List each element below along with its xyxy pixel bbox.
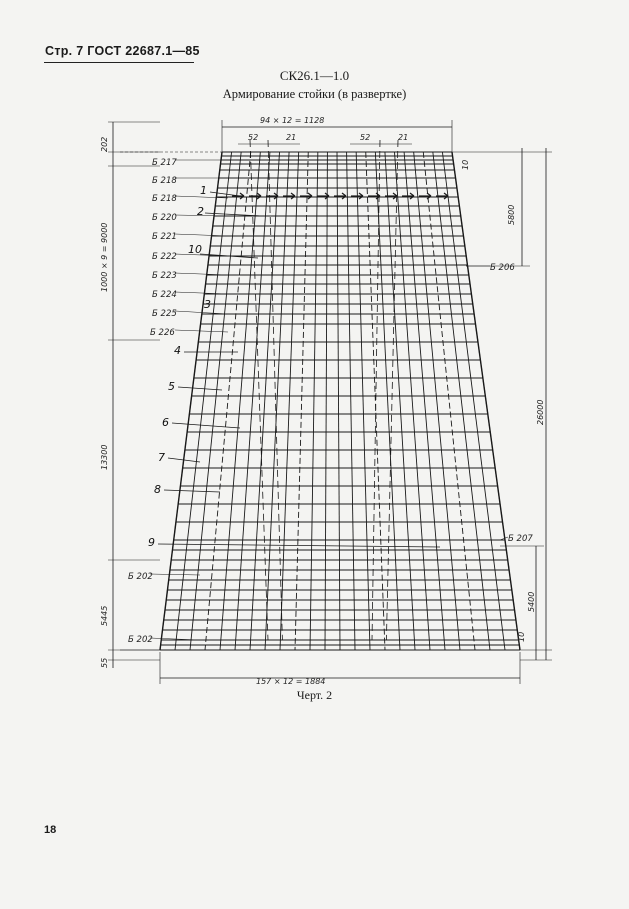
mesh-vertical-bar xyxy=(325,152,327,650)
mesh-vertical-bar xyxy=(205,152,251,650)
mesh-dashed-bar xyxy=(386,140,398,640)
right-dim-lower: 5400 xyxy=(527,591,536,612)
mark-b206: Б 206 xyxy=(490,263,515,273)
mark-leader xyxy=(150,574,200,575)
mesh-vertical-bar xyxy=(347,152,355,650)
mesh-vertical-bar xyxy=(265,152,289,650)
mark-b217: Б 217 xyxy=(152,158,177,168)
mark-b218a: Б 218 xyxy=(152,176,177,186)
position-4: 4 xyxy=(174,344,181,357)
right-dim-upper: 5800 xyxy=(507,204,516,225)
position-leader xyxy=(210,192,240,196)
mesh-vertical-bar xyxy=(433,152,490,650)
top-width-dimension: 94 × 12 = 1128 xyxy=(260,116,325,125)
mark-b224: Б 224 xyxy=(152,290,177,300)
bottom-width-dimension: 157 × 12 = 1884 xyxy=(256,677,326,686)
mark-leader xyxy=(175,330,228,332)
mark-b223: Б 223 xyxy=(152,271,177,281)
mark-b202-lower: Б 202 xyxy=(128,635,153,645)
mark-b207: Б 207 xyxy=(508,534,533,544)
position-leader xyxy=(178,387,222,390)
position-6: 6 xyxy=(162,416,169,429)
dimension-lines xyxy=(108,120,552,684)
position-10: 10 xyxy=(188,243,202,256)
mark-b226: Б 226 xyxy=(150,328,175,338)
figure-caption: Черт. 2 xyxy=(296,688,333,702)
position-leader xyxy=(164,490,220,492)
position-1: 1 xyxy=(200,184,207,197)
right-dim-total: 26000 xyxy=(536,399,545,425)
drawing-title: Армирование стойки (в развертке) xyxy=(222,87,407,101)
position-3: 3 xyxy=(204,298,211,311)
mesh-vertical-bar xyxy=(295,152,308,650)
page-number: 18 xyxy=(44,824,57,836)
drawing-code: СК26.1—1.0 xyxy=(279,68,350,83)
top-spacing-2: 21 xyxy=(286,133,297,142)
mesh-vertical-bar xyxy=(356,152,370,650)
mesh-vertical-bar xyxy=(175,152,232,650)
mesh-vertical-bar xyxy=(452,152,520,650)
mark-b221: Б 221 xyxy=(152,232,177,242)
left-dim-upper: 1000 × 9 = 9000 xyxy=(100,222,109,292)
mark-leader xyxy=(175,292,228,294)
mark-leader xyxy=(175,234,228,236)
left-dim-bottom: 55 xyxy=(100,657,109,668)
right-dim-top: 10 xyxy=(461,159,470,170)
mark-b218b: Б 218 xyxy=(152,194,177,204)
position-8: 8 xyxy=(154,483,161,496)
position-7: 7 xyxy=(158,451,165,464)
left-dim-top: 202 xyxy=(100,136,109,152)
mark-b202-upper: Б 202 xyxy=(128,572,153,582)
mesh-dashed-bar xyxy=(268,140,282,640)
top-spacing-3: 52 xyxy=(360,133,371,142)
mark-leader xyxy=(175,273,228,275)
position-2: 2 xyxy=(197,205,204,218)
position-9: 9 xyxy=(148,536,155,549)
left-dim-middle: 13300 xyxy=(100,444,109,470)
top-spacing-4: 21 xyxy=(398,133,409,142)
right-dim-bottom: 10 xyxy=(517,631,526,642)
mark-b225: Б 225 xyxy=(152,309,177,319)
position-leader xyxy=(172,423,240,428)
mesh-vertical-bar xyxy=(337,152,340,650)
mesh-vertical-bar xyxy=(423,152,475,650)
mesh-vertical-bar xyxy=(160,152,222,650)
mesh-vertical-bar xyxy=(310,152,318,650)
mesh-vertical-bar xyxy=(414,152,460,650)
top-spacing-1: 52 xyxy=(248,133,259,142)
position-5: 5 xyxy=(168,380,175,393)
mesh-vertical-bar xyxy=(190,152,241,650)
left-dim-lower: 5445 xyxy=(100,605,109,626)
mesh-vertical-bar xyxy=(366,152,385,650)
mesh-vertical-bar xyxy=(280,152,299,650)
mark-b220: Б 220 xyxy=(152,213,177,223)
mesh-vertical-bar xyxy=(442,152,505,650)
reinforcement-mesh xyxy=(150,140,520,650)
mark-b222: Б 222 xyxy=(152,252,177,262)
document-header: Стр. 7 ГОСТ 22687.1—85 xyxy=(45,44,200,58)
